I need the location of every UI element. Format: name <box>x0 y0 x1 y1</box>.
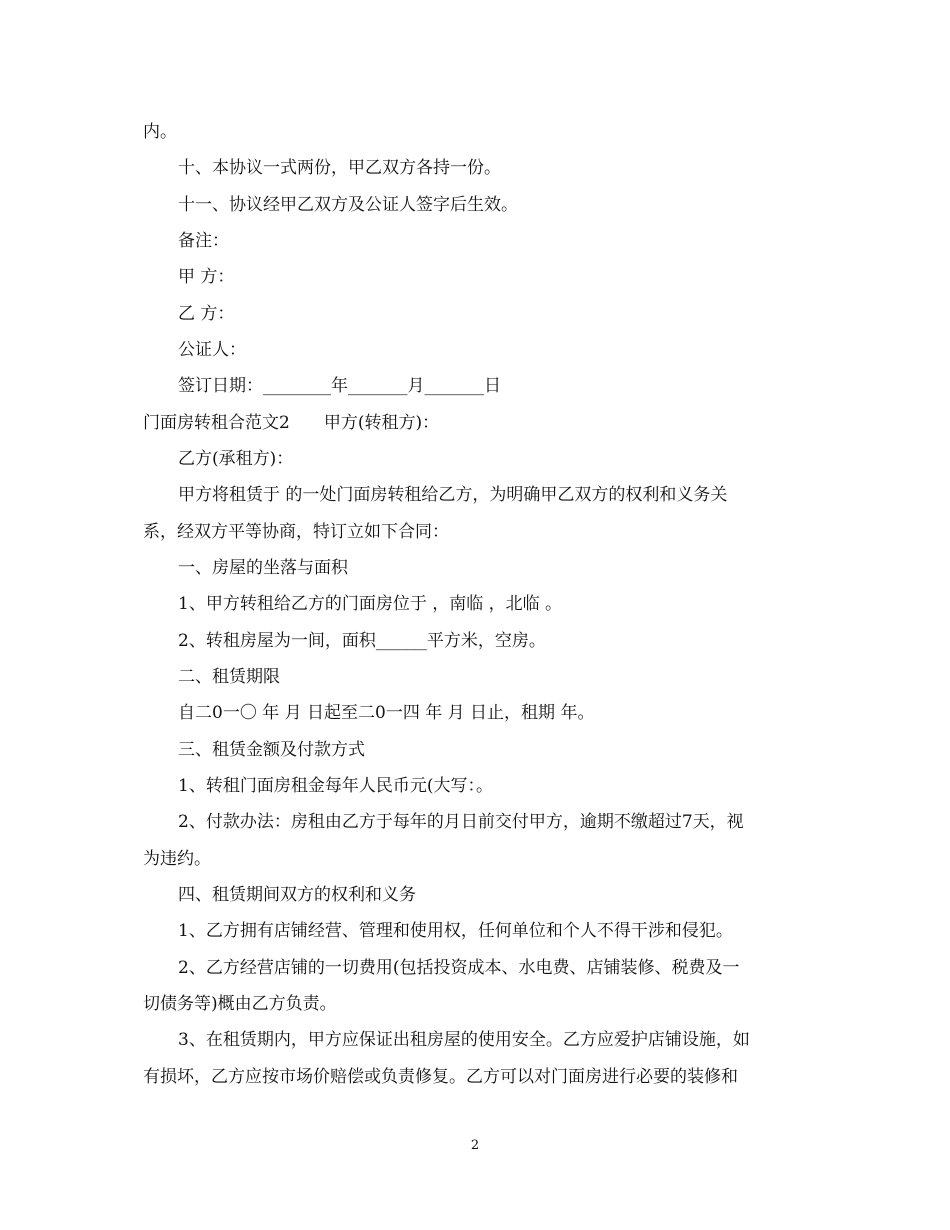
text-line: 签订日期：________年_______月_______日 <box>178 376 501 396</box>
text-line: 备注： <box>178 231 229 251</box>
text-line: 自二0一〇 年 月 日起至二0一四 年 月 日止，租期 年。 <box>178 703 595 723</box>
page-number: 2 <box>470 1138 480 1153</box>
text-line: 甲 方： <box>178 267 235 287</box>
text-line: 切债务等)概由乙方负责。 <box>143 994 337 1014</box>
text-line: 乙 方： <box>178 304 235 324</box>
text-line: 三、租赁金额及付款方式 <box>178 740 365 760</box>
text-line: 系，经双方平等协商，特订立如下合同： <box>143 522 449 542</box>
text-line: 内。 <box>143 122 177 142</box>
text-line: 有损坏，乙方应按市场价赔偿或负责修复。乙方可以对门面房进行必要的装修和 <box>143 1067 738 1087</box>
text-line: 2、乙方经营店铺的一切费用(包括投资成本、水电费、店铺装修、税费及一 <box>178 958 740 978</box>
text-line: 1、甲方转租给乙方的门面房位于 ，南临 ，北临 。 <box>178 594 563 614</box>
text-line: 3、在租赁期内，甲方应保证出租房屋的使用安全。乙方应爱护店铺设施，如 <box>178 1030 750 1050</box>
text-line: 乙方(承租方)： <box>178 449 294 469</box>
text-line: 1、乙方拥有店铺经营、管理和使用权，任何单位和个人不得干涉和侵犯。 <box>178 921 733 941</box>
text-line: 1、转租门面房租金每年人民币元(大写：。 <box>178 776 493 796</box>
text-line: 为违约。 <box>143 849 211 869</box>
text-line: 一、房屋的坐落与面积 <box>178 558 348 578</box>
text-line: 甲方将租赁于 的一处门面房转租给乙方，为明确甲乙双方的权利和义务关 <box>178 485 728 505</box>
text-line: 十、本协议一式两份，甲乙双方各持一份。 <box>178 158 501 178</box>
text-line: 二、租赁期限 <box>178 667 280 687</box>
text-line: 2、付款办法：房租由乙方于每年的月日前交付甲方，逾期不缴超过7天，视 <box>178 812 744 832</box>
text-line: 2、转租房屋为一间，面积______平方米，空房。 <box>178 631 546 651</box>
text-line: 四、租赁期间双方的权利和义务 <box>178 885 416 905</box>
text-line: 十一、协议经甲乙双方及公证人签字后生效。 <box>178 195 518 215</box>
text-line: 公证人： <box>178 340 246 360</box>
text-line: 门面房转租合范文2 甲方(转租方)： <box>143 413 440 433</box>
